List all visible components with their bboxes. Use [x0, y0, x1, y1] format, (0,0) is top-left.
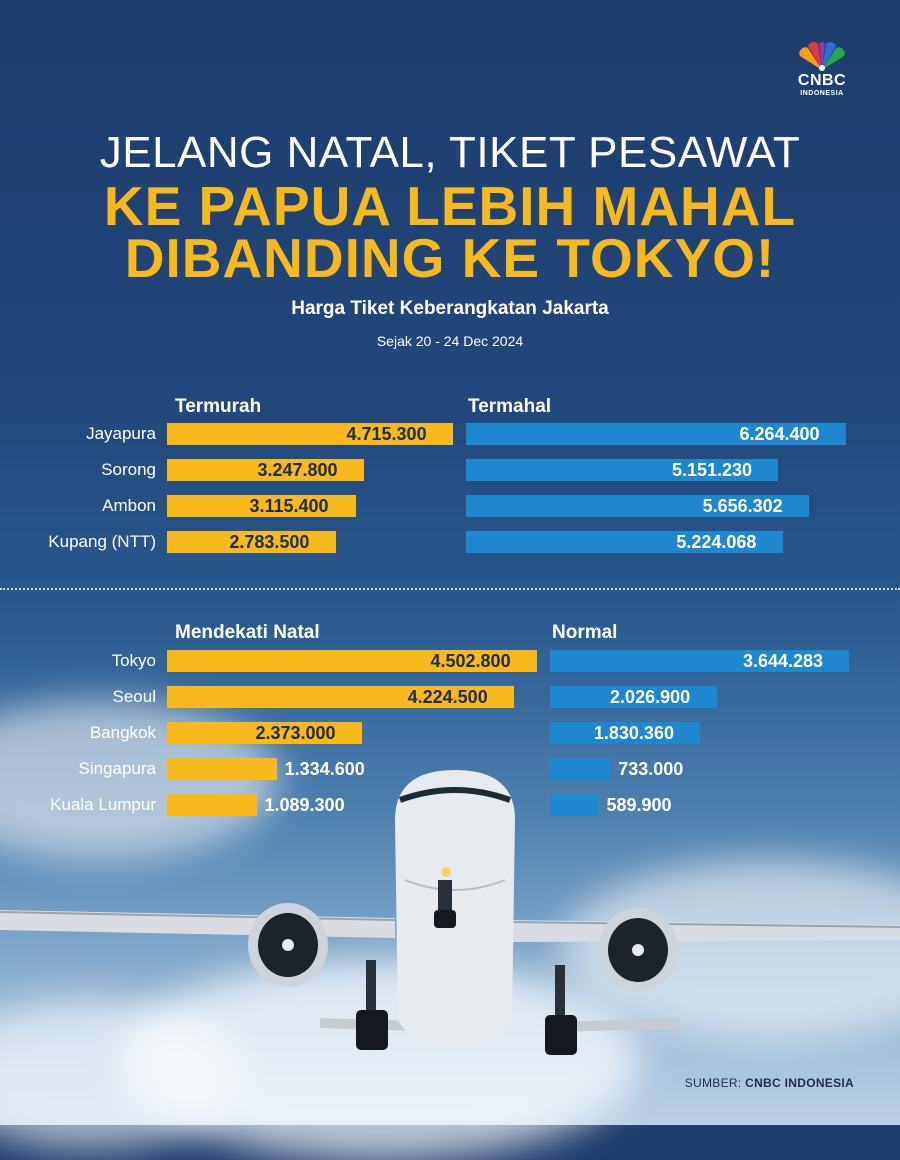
category-label: Bangkok — [89, 723, 156, 742]
airplane-illustration — [0, 760, 900, 1070]
category-label: Singapura — [78, 759, 156, 778]
data-label: 1.334.600 — [284, 759, 365, 779]
section-divider — [0, 588, 900, 590]
data-label: 589.900 — [606, 795, 672, 815]
source-label: SUMBER: — [684, 1076, 742, 1090]
data-label: 2.783.500 — [229, 532, 310, 552]
category-label: Kuala Lumpur — [50, 795, 156, 814]
category-label: Jayapura — [86, 424, 156, 443]
category-label: Ambon — [102, 496, 156, 515]
category-label: Sorong — [101, 460, 156, 479]
series-header-0-0: Termurah — [175, 396, 262, 417]
data-label: 1.830.360 — [593, 723, 674, 743]
series-header-1-0: Mendekati Natal — [175, 622, 320, 643]
category-label: Kupang (NTT) — [48, 532, 156, 551]
logo-wordmark: CNBC — [797, 72, 847, 89]
series-header-1-1: Normal — [552, 622, 618, 643]
source-name: CNBC INDONESIA — [745, 1076, 854, 1090]
data-label: 3.644.283 — [742, 651, 824, 671]
headline-line-2: KE PAPUA LEBIH MAHAL — [103, 175, 797, 237]
period-label: Sejak 20 - 24 Dec 2024 — [376, 333, 524, 349]
source-credit — [685, 1076, 854, 1090]
data-label: 2.026.900 — [610, 687, 691, 707]
data-label: 5.224.068 — [676, 532, 757, 552]
data-label: 1.089.300 — [264, 795, 345, 815]
series-header-0-1: Termahal — [468, 396, 552, 417]
data-label: 4.502.800 — [430, 651, 511, 671]
logo-subtext: INDONESIA — [800, 90, 844, 97]
headline-line-3: DIBANDING KE TOKYO! — [124, 227, 776, 289]
data-label: 3.247.800 — [257, 460, 338, 480]
chart-subtitle: Harga Tiket Keberangkatan Jakarta — [291, 298, 609, 319]
data-label: 6.264.400 — [739, 424, 820, 444]
data-label: 2.373.000 — [255, 723, 336, 743]
category-label: Seoul — [112, 687, 156, 706]
headline-line-1: JELANG NATAL, TIKET PESAWAT — [99, 128, 801, 177]
data-label: 5.656.302 — [702, 496, 783, 516]
data-label: 733.000 — [618, 759, 684, 779]
category-label: Tokyo — [111, 651, 156, 670]
cnbc-logo — [790, 42, 854, 106]
data-label: 5.151.230 — [671, 460, 753, 480]
peacock-icon — [794, 42, 850, 72]
data-label: 4.715.300 — [346, 424, 427, 444]
data-label: 4.224.500 — [407, 687, 488, 707]
data-label: 3.115.400 — [249, 496, 329, 516]
